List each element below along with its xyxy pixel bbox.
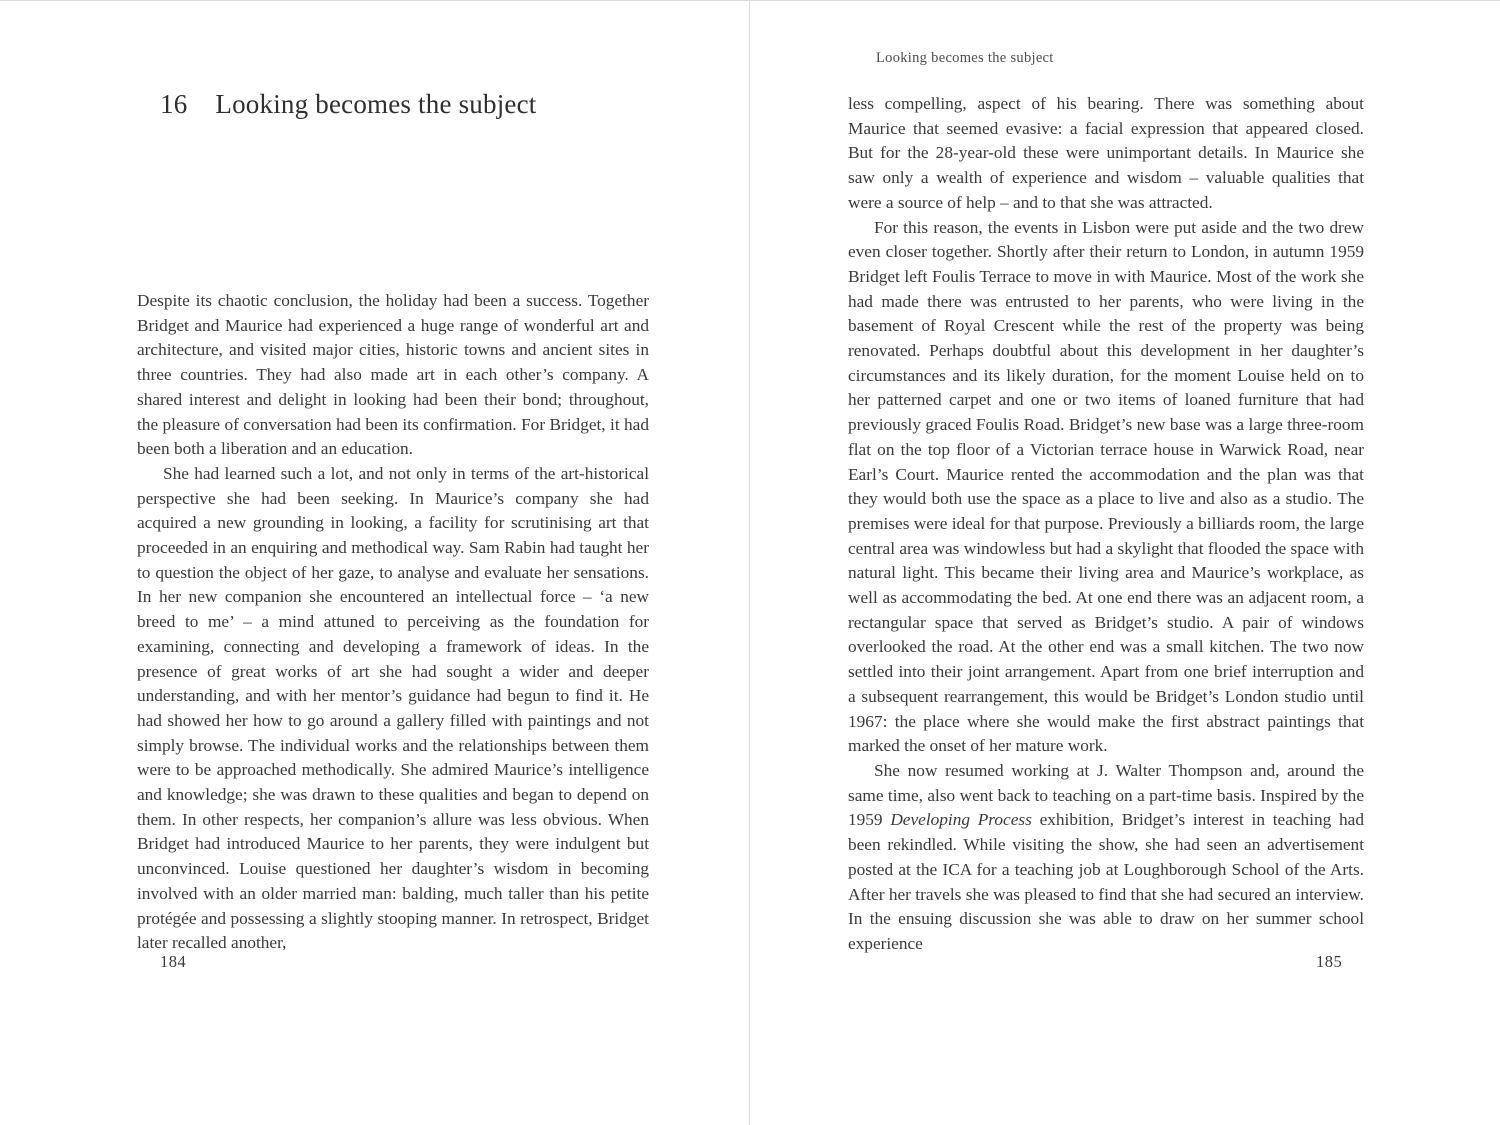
chapter-number: 16 <box>160 89 188 119</box>
left-page-body <box>137 289 649 956</box>
paragraph-text-after-title: exhibition, Bridget’s interest in teaching had been rekindled. While visiting the show, she had seen an advertisement posted at the ICA for a teaching job at Loughborough School of the Arts. After her travels she was pleased to find that she had secured an interview. In the ensuing discussion she was able to draw on her summer school experience <box>848 810 1364 953</box>
paragraph: Despite its chaotic conclusion, the holiday had been a success. Together Bridget and Maurice had experienced a huge range of wonderful art and architecture, and visited major cities, historic towns and ancient sites in three countries. They had also made art in each other’s company. A shared interest and delight in looking had been their bond; throughout, the pleasure of conversation had been its confirmation. For Bridget, it had been both a liberation and an education. <box>137 291 649 459</box>
page-number: 184 <box>160 952 187 971</box>
right-page <box>750 0 1500 1125</box>
chapter-heading <box>160 88 536 120</box>
page-number: 185 <box>1316 952 1343 971</box>
paragraph-text-before-title: She now resumed working at J. Walter Thompson and, around the same time, also went back to teaching on a part-time basis. Inspired by the 1959 <box>848 760 1364 830</box>
paragraph: less compelling, aspect of his bearing. There was something about Maurice that seemed evasive: a facial expression that appeared closed. But for the 28-year-old these were unimportant details. In Maurice she saw only a wealth of experience and wisdom – valuable qualities that were a source of help – and to that she was attracted. <box>848 94 1364 212</box>
exhibition-title-italic: Developing Process <box>890 810 1032 830</box>
paragraph <box>848 759 1364 957</box>
running-header: Looking becomes the subject <box>876 50 1054 66</box>
paragraph: She had learned such a lot, and not only in terms of the art-historical perspective she had been seeking. In Maurice’s company she had acquired a new grounding in looking, a facility for scrutinising art that proceeded in an enquiring and methodical way. Sam Rabin had taught her to question the object of her gaze, to analyse and evaluate her sensations. In her new companion she encountered an intellectual force – ‘a new breed to me’ – a mind attuned to perceiving as the foundation for examining, connecting and developing a framework of ideas. In the presence of great works of art she had sought a wider and deeper understanding, and with her mentor’s guidance had begun to find it. He had showed her how to go around a gallery filled with paintings and not simply browse. The individual works and the relationships between them were to be approached methodically. She admired Maurice’s intelligence and knowledge; she was drawn to these qualities and began to depend on them. In other respects, her companion’s allure was less obvious. When Bridget had introduced Maurice to her parents, they were indulgent but unconvinced. Louise questioned her daughter’s wisdom in becoming involved with an older married man: balding, much taller than his petite protégée and possessing a slightly stooping manner. In retrospect, Bridget later recalled another, <box>137 463 649 953</box>
right-page-body <box>848 92 1364 957</box>
paragraph: For this reason, the events in Lisbon were put aside and the two drew even closer together. Shortly after their return to London, in autumn 1959 Bridget left Foulis Terrace to move in with Maurice. Most of the work she had made there was entrusted to her parents, who were living in the basement of Royal Crescent while the rest of the property was being renovated. Perhaps doubtful about this development in her daughter’s circumstances and its likely duration, for the moment Louise held on to her patterned carpet and one or two items of loaned furniture that had previously graced Foulis Road. Bridget’s new base was a large three-room flat on the top floor of a Victorian terrace house in Warwick Road, near Earl’s Court. Maurice rented the accommodation and the plan was that they would both use the space as a place to live and also as a studio. The premises were ideal for that purpose. Previously a billiards room, the large central area was windowless but had a skylight that flooded the space with natural light. This became their living area and Maurice’s workplace, as well as accommodating the bed. At one end there was an adjacent room, a rectangular space that served as Bridget’s studio. A pair of windows overlooked the road. At the other end was a small kitchen. The two now settled into their joint arrangement. Apart from one brief interruption and a subsequent rearrangement, this would be Bridget’s London studio until 1967: the place where she would make the first abstract paintings that marked the onset of her mature work. <box>848 217 1364 756</box>
chapter-title: Looking becomes the subject <box>215 89 537 119</box>
